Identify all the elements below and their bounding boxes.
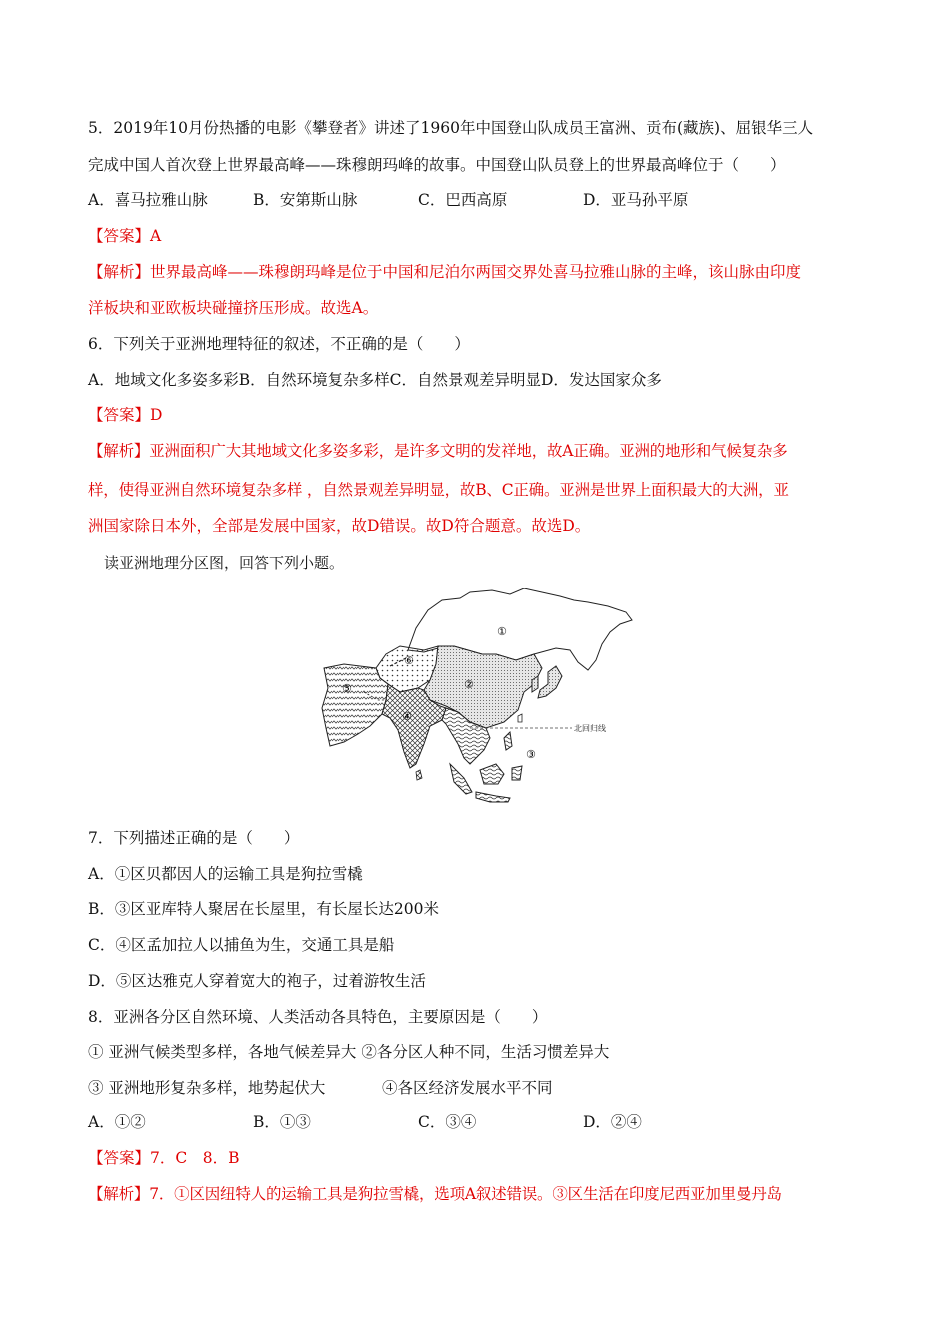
q5-stem-line2: 完成中国人首次登上世界最高峰——珠穆朗玛峰的故事。中国登山队员登上的世界最高峰位于（ ） <box>88 156 786 174</box>
q5-analysis-line1: 【解析】世界最高峰——珠穆朗玛峰是位于中国和尼泊尔两国交界处喜马拉雅山脉的主峰，该山脉由印度 <box>88 263 802 281</box>
q8-item-line2 <box>88 1078 553 1098</box>
q6-analysis-line2: 样，使得亚洲自然环境复杂多样 ，自然景观差异明显，故B、C正确。亚洲是世界上面积最大的大洲，亚 <box>88 481 789 499</box>
map-label-1: ① <box>497 625 507 638</box>
map-label-5: ⑤ <box>342 682 352 695</box>
q7-stem: 7．下列描述正确的是（ ） <box>88 829 300 847</box>
q7-option-c: C．④区孟加拉人以捕鱼为生，交通工具是船 <box>88 936 395 954</box>
q8-option-c: C．③④ <box>418 1113 477 1131</box>
q8-options <box>88 1112 642 1132</box>
q8-item-3: ③ 亚洲地形复杂多样，地势起伏大 <box>88 1079 326 1097</box>
japan-islands <box>538 666 562 698</box>
q7-option-a: A．①区贝都因人的运输工具是狗拉雪橇 <box>88 865 363 883</box>
q5-option-d: D．亚马孙平原 <box>583 191 689 209</box>
q6-stem: 6．下列关于亚洲地理特征的叙述，不正确的是（ ） <box>88 335 470 353</box>
map-label-2: ② <box>464 678 474 691</box>
q7-option-b: B．③区亚库特人聚居在长屋里，有长屋长达200米 <box>88 900 439 918</box>
map-label-6: ⑥ <box>404 654 414 667</box>
q5-answer: 【答案】A <box>88 227 162 245</box>
q5-analysis-line2: 洋板块和亚欧板块碰撞挤压形成。故选A。 <box>88 299 379 317</box>
tropic-label: 北回归线 <box>574 724 606 733</box>
q8-item-line1: ① 亚洲气候类型多样，各地气候差异大 ②各分区人种不同，生活习惯差异大 <box>88 1043 610 1061</box>
region-5-west-asia <box>322 664 388 746</box>
map-label-3: ③ <box>526 748 536 761</box>
q6-answer: 【答案】D <box>88 406 163 424</box>
q78-answer: 【答案】7．C 8．B <box>88 1149 240 1167</box>
q5-option-b: B．安第斯山脉 <box>253 191 358 209</box>
map-intro: 读亚洲地理分区图，回答下列小题。 <box>104 554 345 572</box>
q5-stem-line1: 5．2019年10月份热播的电影《攀登者》讲述了1960年中国登山队成员王富洲、贡布(藏族)、屈银华三人 <box>88 119 814 137</box>
q8-stem: 8．亚洲各分区自然环境、人类活动各具特色，主要原因是（ ） <box>88 1008 548 1026</box>
q5-option-a: A．喜马拉雅山脉 <box>88 191 208 209</box>
q5-option-c: C．巴西高原 <box>418 191 508 209</box>
q7-option-d: D．⑤区达雅克人穿着宽大的袍子，过着游牧生活 <box>88 972 426 990</box>
asia-region-map <box>320 588 640 810</box>
q6-analysis-line1: 【解析】亚洲面积广大其地域文化多姿多彩，是许多文明的发祥地，故A正确。亚洲的地形和气候复杂多 <box>88 442 788 460</box>
q8-option-a: A．①② <box>88 1113 146 1131</box>
taiwan-island <box>518 714 522 722</box>
q8-item-4: ④各区经济发展水平不同 <box>382 1079 553 1097</box>
q8-option-d: D．②④ <box>583 1113 642 1131</box>
q5-options <box>88 190 688 210</box>
q6-options: A．地域文化多姿多彩B．自然环境复杂多样C．自然景观差异明显D．发达国家众多 <box>88 371 662 389</box>
sri-lanka-island <box>416 770 422 780</box>
q6-analysis-line3: 洲国家除日本外，全部是发展中国家，故D错误。故D符合题意。故选D。 <box>88 517 591 535</box>
q78-analysis-line1: 【解析】7．①区因纽特人的运输工具是狗拉雪橇，选项A叙述错误。③区生活在印度尼西亚加里曼丹岛 <box>88 1185 782 1203</box>
map-label-4: ④ <box>402 710 412 723</box>
q8-option-b: B．①③ <box>253 1113 311 1131</box>
